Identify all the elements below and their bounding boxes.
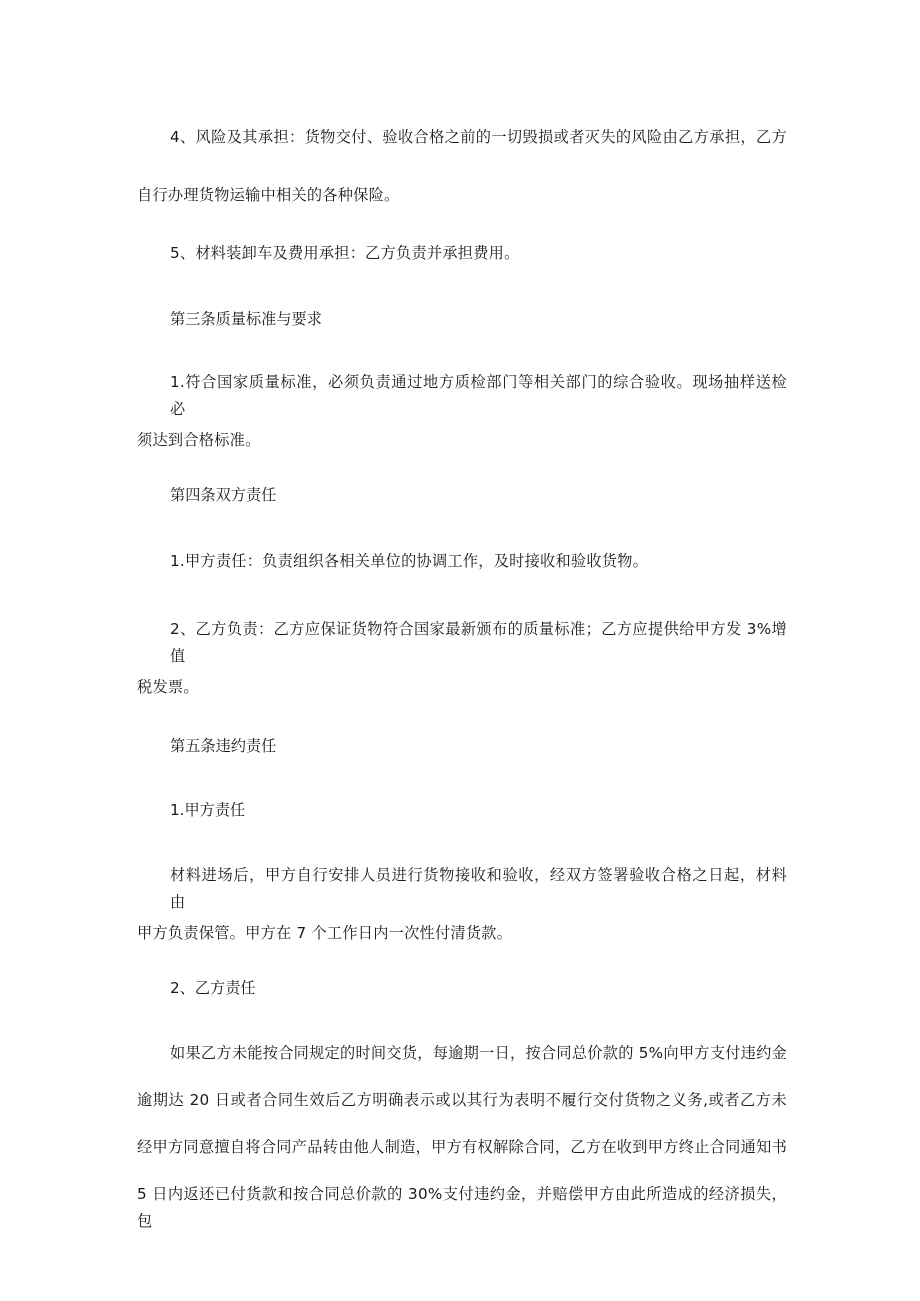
section-heading-responsibilities: 第四条双方责任 — [170, 486, 277, 504]
paragraph-line: 材料进场后，甲方自行安排人员进行货物接收和验收，经双方签署验收合格之日起，材料由 — [170, 866, 787, 911]
paragraph-party-a-duty — [137, 548, 787, 575]
subheading-party-a-liability: 1.甲方责任 — [170, 801, 246, 819]
paragraph-party-b-liability — [137, 1040, 787, 1230]
paragraph-line: 经甲方同意擅自将合同产品转由他人制造，甲方有权解除合同，乙方在收到甲方终止合同通知书 — [137, 1138, 787, 1156]
paragraph-risk-bearing — [137, 124, 787, 209]
paragraph-line: 4、风险及其承担：货物交付、验收合格之前的一切毁损或者灭失的风险由乙方承担，乙方 — [170, 128, 787, 146]
paragraph-line: 如果乙方未能按合同规定的时间交货，每逾期一日，按合同总价款的 5%向甲方支付违约金 — [170, 1044, 787, 1062]
paragraph-loading-costs — [137, 240, 787, 267]
paragraph-line: 2、乙方负责：乙方应保证货物符合国家最新颁布的质量标准；乙方应提供给甲方发 3%增值 — [170, 620, 787, 665]
paragraph-line: 甲方负责保管。甲方在 7 个工作日内一次性付清货款。 — [137, 924, 513, 942]
paragraph-line: 税发票。 — [137, 678, 199, 696]
section-heading-quality: 第三条质量标准与要求 — [170, 310, 322, 328]
paragraph-line: 1.符合国家质量标准，必须负责通过地方质检部门等相关部门的综合验收。现场抽样送检必 — [170, 373, 787, 418]
section-heading-liability: 第五条违约责任 — [170, 737, 277, 755]
paragraph-party-b-duty — [137, 616, 787, 701]
subheading-party-b-liability: 2、乙方责任 — [170, 979, 256, 997]
paragraph-line: 逾期达 20 日或者合同生效后乙方明确表示或以其行为表明不履行交付货物之义务,或者乙方未 — [137, 1091, 787, 1109]
paragraph-line: 自行办理货物运输中相关的各种保险。 — [137, 186, 400, 204]
paragraph-line: 1.甲方责任：负责组织各相关单位的协调工作，及时接收和验收货物。 — [170, 552, 649, 570]
paragraph-line: 5 日内返还已付货款和按合同总价款的 30%支付违约金，并赔偿甲方由此所造成的经济损失，包 — [137, 1185, 787, 1230]
paragraph-quality-standard — [137, 369, 787, 454]
paragraph-party-a-liability — [137, 862, 787, 947]
paragraph-line: 5、材料装卸车及费用承担：乙方负责并承担费用。 — [170, 244, 520, 262]
paragraph-line: 须达到合格标准。 — [137, 431, 261, 449]
